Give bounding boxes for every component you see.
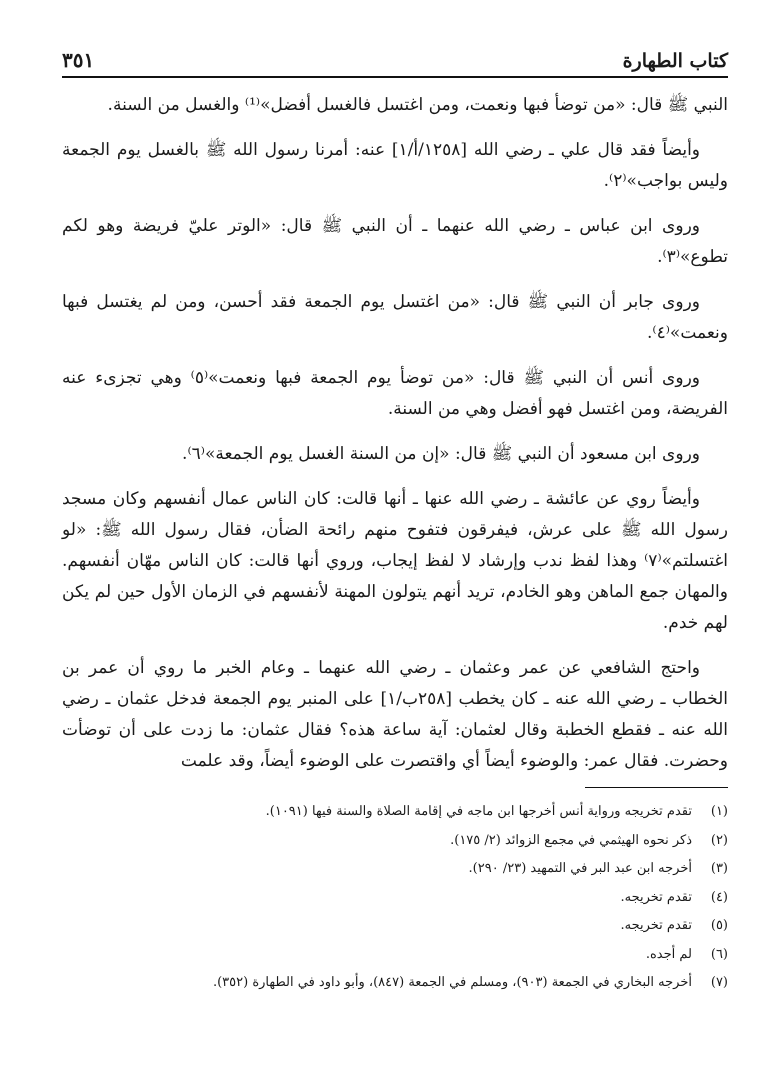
footnote-number: (٤): [710, 889, 728, 905]
paragraph: وروى ابن مسعود أن النبي ﷺ قال: «إن من السنة الغسل يوم الجمعة»⁽٦⁾.: [182, 444, 700, 464]
footnote-separator: [585, 787, 728, 788]
footnotes: [62, 798, 728, 998]
main-text: [62, 90, 728, 791]
footnote-text: أخرجه البخاري في الجمعة (٩٠٣)، ومسلم في الجمعة (٨٤٧)، وأبو داود في الطهارة (٣٥٢).: [212, 975, 692, 990]
footnote-number: (٢): [710, 832, 728, 848]
page-number: ٣٥١: [62, 48, 95, 72]
paragraph: وأيضاً فقد قال علي ـ رضي الله [١٢٥٨/أ/١] عنه: أمرنا رسول الله ﷺ بالغسل يوم الجمعة وليس بواجب»⁽٢⁾.: [62, 140, 728, 191]
footnote-number: (١): [710, 804, 728, 819]
footnote: [62, 969, 728, 998]
paragraph: وروى ابن عباس ـ رضي الله عنهما ـ أن النبي ﷺ قال: «الوتر عليّ فريضة وهو لكم تطوع»⁽٣⁾.: [62, 216, 728, 267]
paragraph: وروى جابر أن النبي ﷺ قال: «من اغتسل يوم الجمعة فقد أحسن، ومن لم يغتسل فبها ونعمت»⁽٤⁾.: [62, 292, 728, 343]
footnote-number: (٦): [710, 946, 728, 962]
paragraph: وروى أنس أن النبي ﷺ قال: «من توضأ يوم الجمعة فبها ونعمت»⁽٥⁾ وهي تجزىء عنه الفريضة، ومن اغتسل فهو أفضل وهي من السنة.: [62, 368, 728, 419]
paragraph: النبي ﷺ قال: «من توضأ فبها ونعمت، ومن اغتسل فالغسل أفضل»⁽¹⁾ والغسل من السنة.: [107, 95, 728, 115]
paragraph: واحتج الشافعي عن عمر وعثمان ـ رضي الله عنهما ـ وعام الخبر ما روي أن عمر بن الخطاب ـ رضي الله عنه ـ كان يخطب [٢٥٨ب/١] على المنبر يوم الجمعة فدخل عثمان ـ رضي الله عنه ـ فقطع الخطبة وقال لعثمان: آية ساعة هذه؟ فقال عثمان: ما زدت على أن توضأت وحضرت. فقال عمر: والوضوء أيضاً أي واقتصرت على الوضوء أيضاً، وقد علمت: [62, 658, 728, 771]
footnote-text: تقدم تخريجه ورواية أنس أخرجها ابن ماجه في إقامة الصلاة والسنة فيها (١٠٩١).: [265, 804, 692, 819]
footnote-text: ذكر نحوه الهيثمي في مجمع الزوائد (٢/ ١٧٥).: [450, 832, 692, 848]
footnote: [62, 827, 728, 856]
page-header: [62, 44, 728, 78]
footnote: [62, 912, 728, 941]
footnote-text: أخرجه ابن عبد البر في التمهيد (٢٣/ ٢٩٠).: [468, 861, 692, 876]
footnote-text: تقدم تخريجه.: [620, 889, 692, 905]
footnote-text: تقدم تخريجه.: [620, 918, 692, 933]
paragraph: وأيضاً روي عن عائشة ـ رضي الله عنها ـ أنها قالت: كان الناس عمال أنفسهم وكان مسجد رسول الله ﷺ على عرش، فيفرقون فتفوح منهم رائحة الضأن، فقال رسول الله ﷺ: «لو اغتسلتم»⁽٧⁾ وهذا لفظ ندب وإرشاد لا لفظ إيجاب، وروي أنها قالت: كان الناس مهّان أنفسهم. والمهان جمع الماهن وهو الخادم، تريد أنهم يتولون المهنة لأنفسهم في الزمان الأول حين لم يكن لهم خدم.: [62, 489, 728, 633]
footnote-number: (٥): [710, 918, 728, 933]
footnote: [62, 941, 728, 970]
running-title: كتاب الطهارة: [622, 50, 728, 72]
footnote-number: (٧): [710, 975, 728, 990]
footnote: [62, 798, 728, 827]
footnote-number: (٣): [710, 861, 728, 876]
footnote-text: لم أجده.: [645, 946, 692, 962]
footnote: [62, 884, 728, 913]
footnote: [62, 855, 728, 884]
